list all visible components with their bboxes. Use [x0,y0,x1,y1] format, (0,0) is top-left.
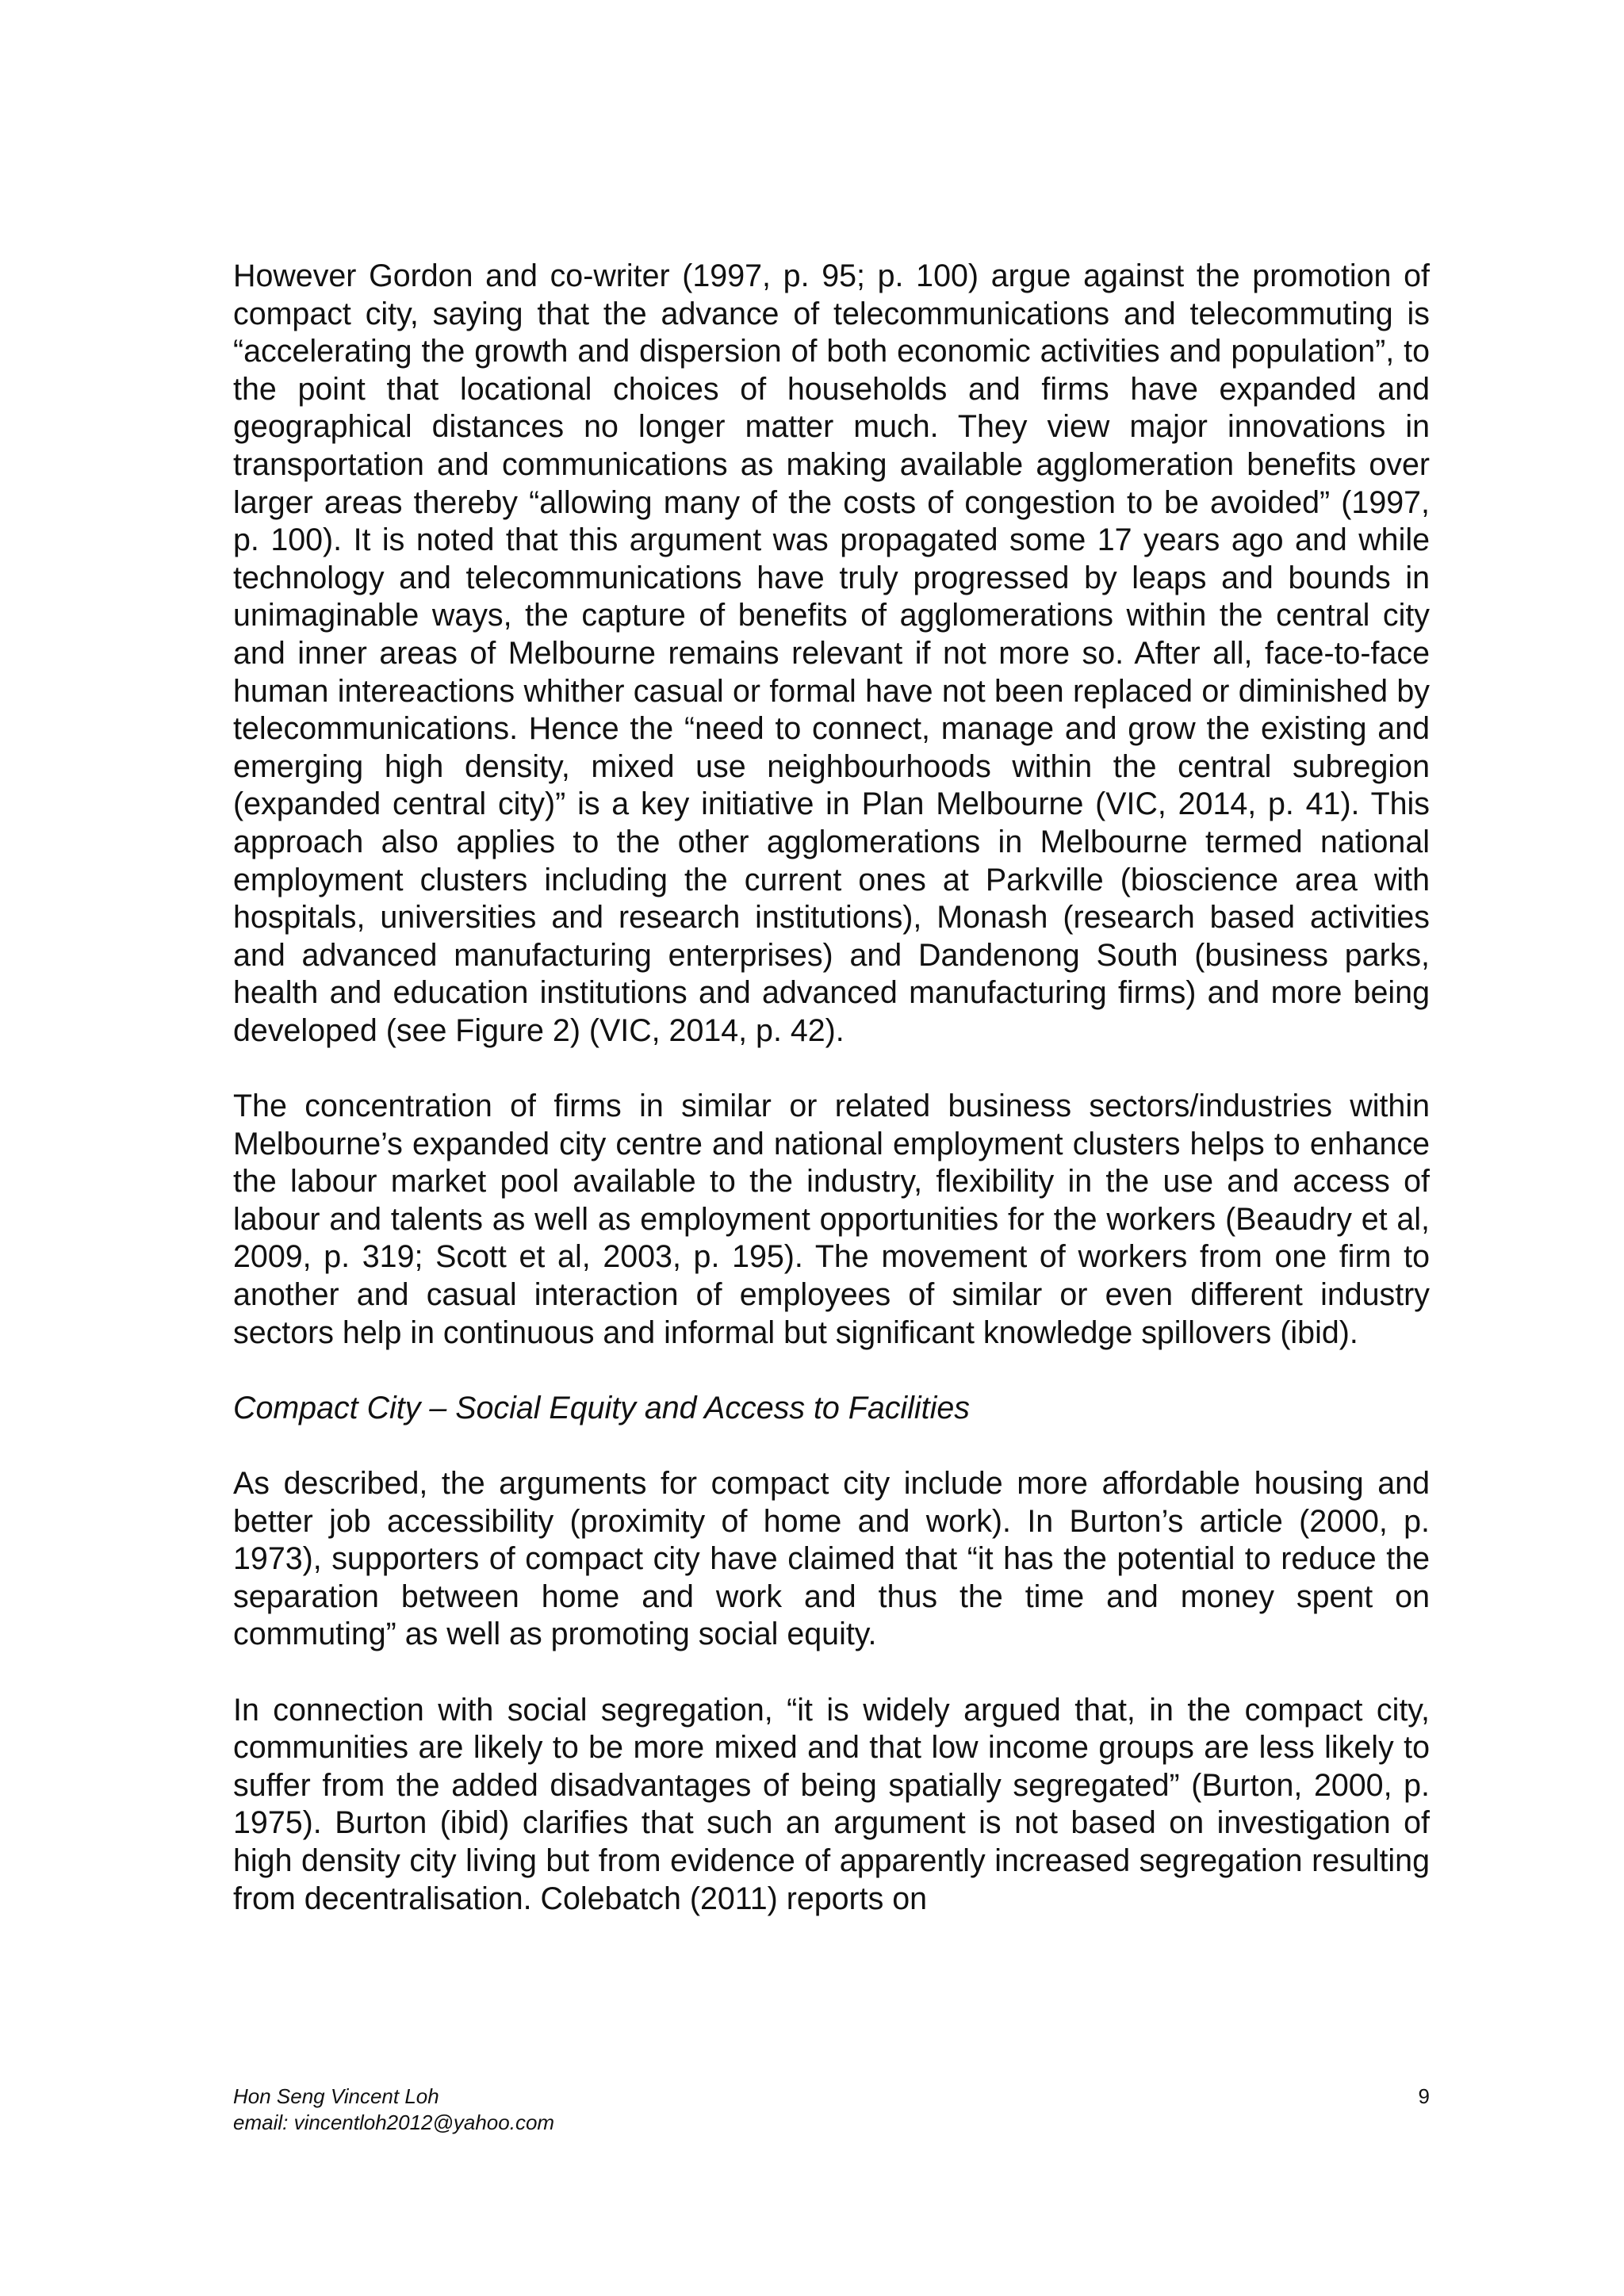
page-body [233,258,1430,1918]
paragraph-concentration-of-firms: The concentration of firms in similar or related business sectors/industries within Melbourne’s expanded city centre and national employment clusters helps to enhance the labour market pool available to the industry, flexibility in the use and access of labour and talents as well as employment opportunities for the workers (Beaudry et al, 2009, p. 319; Scott et al, 2003, p. 195). The movement of workers from one firm to another and casual interaction of employees of similar or even different industry sectors help in continuous and informal but significant knowledge spillovers (ibid). [233,1089,1430,1350]
footer-email: email: vincentloh2012@yahoo.com [233,2110,555,2134]
paragraph-spacer [233,1427,1430,1465]
paragraph-gordon-argument: However Gordon and co-writer (1997, p. 95; p. 100) argue against the promotion of compact city, saying that the advance of telecommunications and telecommuting is “accelerating the growth and dispersion of both economic activities and population”, to the point that locational choices of households and firms have expanded and geographical distances no longer matter much. They view major innovations in transportation and communications as making available agglomeration benefits over larger areas thereby “allowing many of the costs of congestion to be avoided” (1997, p. 100). It is noted that this argument was propagated some 17 years ago and while technology and telecommunications have truly progressed by leaps and bounds in unimaginable ways, the capture of benefits of agglomerations within the central city and inner areas of Melbourne remains relevant if not more so. After all, face-to-face human intereactions whither casual or formal have not been replaced or diminished by telecommunications. Hence the “need to connect, manage and grow the existing and emerging high density, mixed use neighbourhoods within the central subregion (expanded central city)” is a key initiative in Plan Melbourne (VIC, 2014, p. 41). This approach also applies to the other agglomerations in Melbourne termed national employment clusters including the current ones at Parkville (bioscience area with hospitals, universities and research institutions), Monash (research based activities and advanced manufacturing enterprises) and Dandenong South (business parks, health and education institutions and advanced manufacturing firms) and more being developed (see Figure 2) (VIC, 2014, p. 42). [233,258,1430,1048]
section-heading: Compact City – Social Equity and Access to Facilities [233,1390,970,1425]
paragraph-spacer [233,1654,1430,1692]
page-footer [233,2084,1430,2136]
paragraph-spacer [233,1050,1430,1088]
footer-author: Hon Seng Vincent Loh [233,2084,439,2108]
paragraph-compact-city-arguments: As described, the arguments for compact city include more affordable housing and better job accessibility (proximity of home and work). In Burton’s article (2000, p. 1973), supporters of compact city have claimed that “it has the potential to reduce the separation between home and work and thus the time and money spent on commuting” as well as promoting social equity. [233,1466,1430,1652]
page-number: 9 [1418,2084,1430,2108]
paragraph-spacer [233,1352,1430,1390]
paragraph-social-segregation: In connection with social segregation, “it is widely argued that, in the compact city, communities are likely to be more mixed and that low income groups are less likely to suffer from the added disadvantages of being spatially segregated” (Burton, 2000, p. 1975). Burton (ibid) clarifies that such an argument is not based on investigation of high density city living but from evidence of apparently increased segregation resulting from decentralisation. Colebatch (2011) reports on [233,1692,1430,1916]
